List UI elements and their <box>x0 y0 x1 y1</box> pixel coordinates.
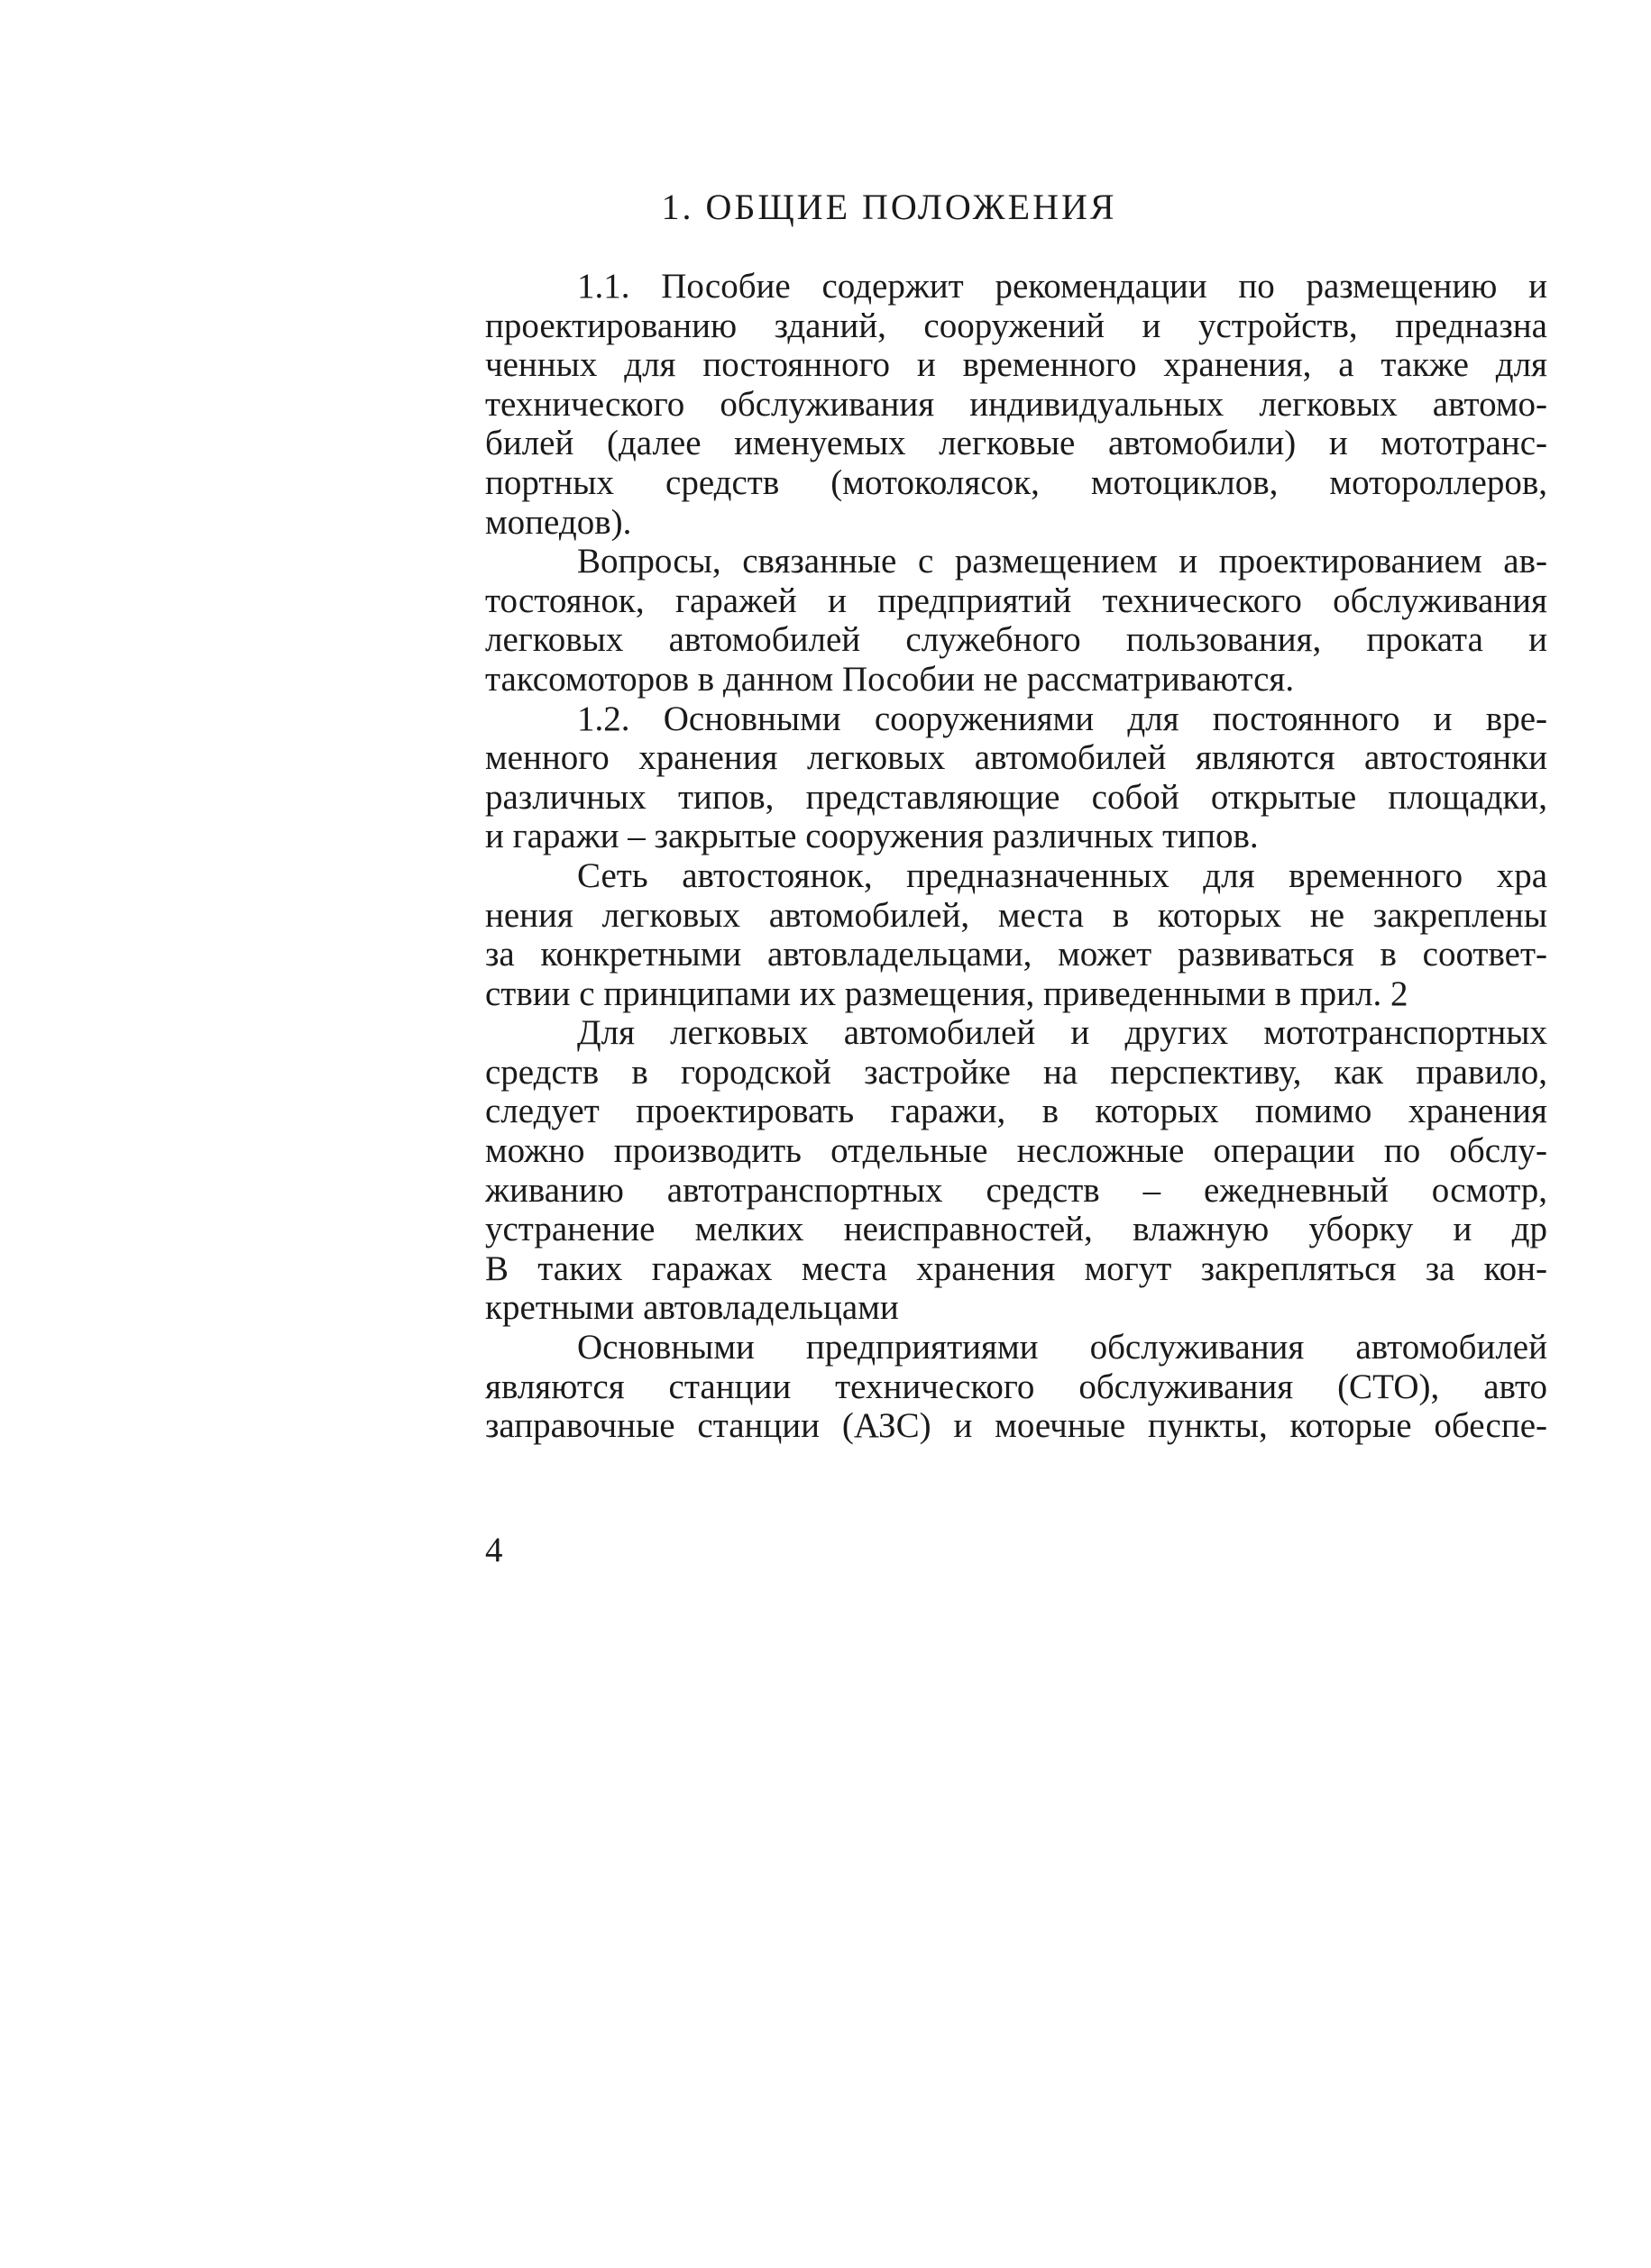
text-line: проектированию зданий, сооружений и устройств, предназна <box>485 306 1547 345</box>
text-line: 1.2. Основными сооружениями для постоянного и вре- <box>577 699 1547 738</box>
text-line: различных типов, представляющие собой открытые площадки, <box>485 777 1547 817</box>
text-line: нения легковых автомобилей, места в которых не закреплены <box>485 895 1547 935</box>
section-heading: 1. ОБЩИЕ ПОЛОЖЕНИЯ <box>661 187 1117 227</box>
text-line: портных средств (мотоколясок, мотоциклов, мотороллеров, <box>485 462 1547 502</box>
text-line: можно производить отдельные несложные операции по обслу- <box>485 1131 1547 1171</box>
text-line: Для легковых автомобилей и других мототранспортных <box>577 1013 1547 1053</box>
text-line: устранение мелких неисправностей, влажную уборку и др <box>485 1210 1547 1249</box>
text-line: Основными предприятиями обслуживания автомобилей <box>577 1328 1547 1367</box>
text-line: мопедов). <box>485 502 632 542</box>
text-line: билей (далее именуемых легковые автомобили) и мототранс- <box>485 424 1547 463</box>
text-line: ствии с принципами их размещения, приведенными в прил. 2 <box>485 974 1408 1013</box>
text-line: таксомоторов в данном Пособии не рассматриваются. <box>485 659 1295 699</box>
text-line: легковых автомобилей служебного пользования, проката и <box>485 620 1547 660</box>
text-line: менного хранения легковых автомобилей являются автостоянки <box>485 738 1547 778</box>
page-number: 4 <box>485 1531 503 1569</box>
text-line: 1.1. Пособие содержит рекомендации по размещению и <box>577 267 1547 306</box>
text-line: технического обслуживания индивидуальных легковых автомо- <box>485 384 1547 424</box>
text-line: живанию автотранспортных средств – ежедневный осмотр, <box>485 1170 1547 1210</box>
body-text <box>485 267 1547 1446</box>
text-line: В таких гаражах места хранения могут закрепляться за кон- <box>485 1248 1547 1288</box>
text-line: за конкретными автовладельцами, может развиваться в соответ- <box>485 935 1547 974</box>
text-line: средств в городской застройке на перспективу, как правило, <box>485 1052 1547 1092</box>
text-line: заправочные станции (АЗС) и моечные пункты, которые обеспе- <box>485 1406 1547 1446</box>
text-line: ченных для постоянного и временного хранения, а также для <box>485 345 1547 385</box>
text-line: тостоянок, гаражей и предприятий технического обслуживания <box>485 581 1547 620</box>
text-line: Вопросы, связанные с размещением и проектированием ав- <box>577 542 1547 581</box>
text-line: следует проектировать гаражи, в которых помимо хранения <box>485 1092 1547 1131</box>
text-line: кретными автовладельцами <box>485 1288 899 1328</box>
text-line: и гаражи – закрытые сооружения различных типов. <box>485 817 1259 856</box>
text-line: являются станции технического обслуживания (СТО), авто <box>485 1367 1547 1406</box>
text-line: Сеть автостоянок, предназначенных для временного хра <box>577 855 1547 895</box>
